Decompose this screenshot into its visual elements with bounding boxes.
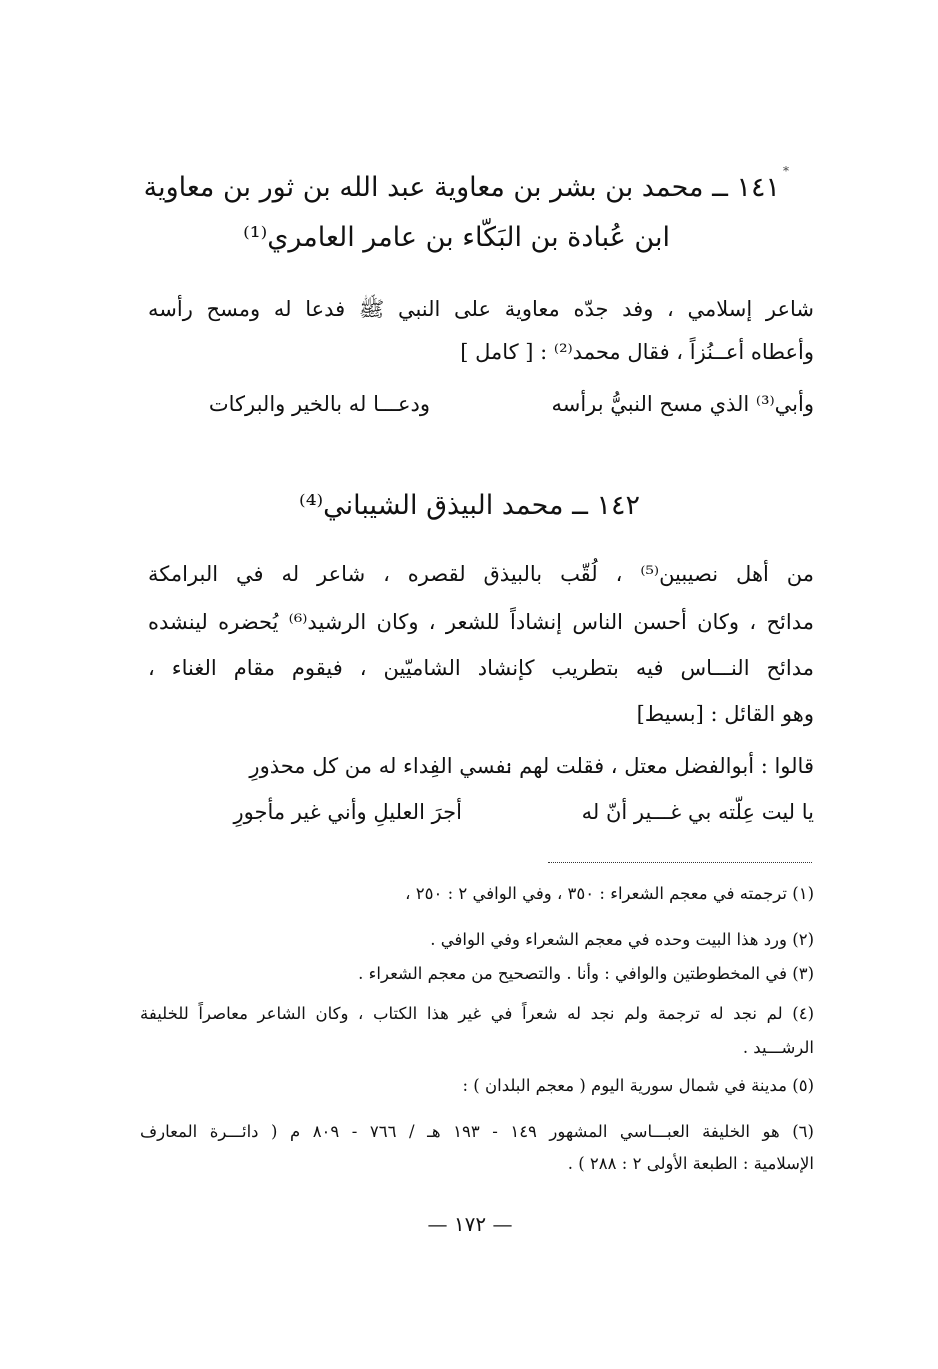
entry-142-verse1-second-hemistich: نفسي الفِداء له من كل محذورِ xyxy=(249,754,512,778)
footnote-1: (١) ترجمته في معجم الشعراء : ٣٥٠ ، وفي الوافي ٢ : ٢٥٠ ، xyxy=(405,884,814,903)
footnote-3: (٣) في المخطوطتين والوافي : وأنا . والتصحيح من معجم الشعراء . xyxy=(358,964,814,983)
entry-141-verse-second-hemistich: ودعـــا له بالخير والبركات xyxy=(208,392,430,416)
margin-mark: * xyxy=(783,164,789,178)
entry-141-title-line2: ابن عُبادة بن البَكّاء بن عامر العامري⁽¹⁾ xyxy=(243,222,670,253)
entry-141-body-line1: شاعر إسلامي ، وفد جدّه معاوية على النبي ﷺ فدعا له ومسح رأسه xyxy=(148,297,814,321)
entry-142-body-line1: من أهل نصيبين⁽⁵⁾ ، لُقّب بالبيذق لقصره ، شاعر له في البرامكة xyxy=(148,562,814,586)
footnote-6-line2: الإسلامية : الطبعة الأولى ٢ : ٢٨٨ ) . xyxy=(567,1154,814,1173)
entry-142-title: ١٤٢ ــ محمد البيذق الشيباني⁽⁴⁾ xyxy=(299,490,640,521)
entry-142-verse2-second-hemistich: أجرَ العليلِ وأني غير مأجورِ xyxy=(233,800,462,824)
footnote-5: (٥) مدينة في شمال سورية اليوم ( معجم البلدان ) : xyxy=(462,1076,814,1095)
entry-142-body-line4: وهو القائل : [بسيط] xyxy=(636,702,814,726)
entry-141-body-line2: وأعطاه أعــنُزاً ، فقال محمد⁽²⁾ : [ كامل ] xyxy=(460,340,814,364)
entry-141-verse-first-hemistich: وأبي⁽³⁾ الذي مسح النبيُّ برأسه xyxy=(551,392,814,416)
footnote-separator xyxy=(548,862,812,863)
page-number: — ١٧٢ — xyxy=(427,1212,513,1236)
footnote-4-line1: (٤) لم نجد له ترجمة ولم نجد له شعراً في غير هذا الكتاب ، وكان الشاعر معاصراً للخليفة xyxy=(140,1004,814,1023)
footnote-6-line1: (٦) هو الخليفة العبـــاسي المشهور ١٤٩ - ١٩٣ هـ / ٧٦٦ - ٨٠٩ م ( دائـــرة المعارف xyxy=(140,1122,814,1141)
entry-142-verse2-first-hemistich: يا ليت عِلّته بي غـــير أنّ له xyxy=(581,800,814,824)
entry-142-body-line3: مدائح النـــاس فيه بتطريب كإنشاد الشاميّين ، فيقوم مقام الغناء ، xyxy=(148,656,815,680)
footnote-2: (٢) ورد هذا البيت وحده في معجم الشعراء وفي الوافي . xyxy=(430,930,814,949)
footnote-4-line2: الرشـــيد . xyxy=(742,1038,814,1057)
entry-142-verse1-first-hemistich: قالوا : أبوالفضل معتل ، فقلت لهم : xyxy=(505,754,814,778)
entry-142-body-line2: مدائح ، وكان أحسن الناس إنشاداً للشعر ، وكان الرشيد⁽⁶⁾ يُحضره لينشده xyxy=(148,610,814,634)
entry-141-title-line1: ١٤١ ــ محمد بن بشر بن معاوية عبد الله بن ثور بن معاوية xyxy=(143,172,780,203)
